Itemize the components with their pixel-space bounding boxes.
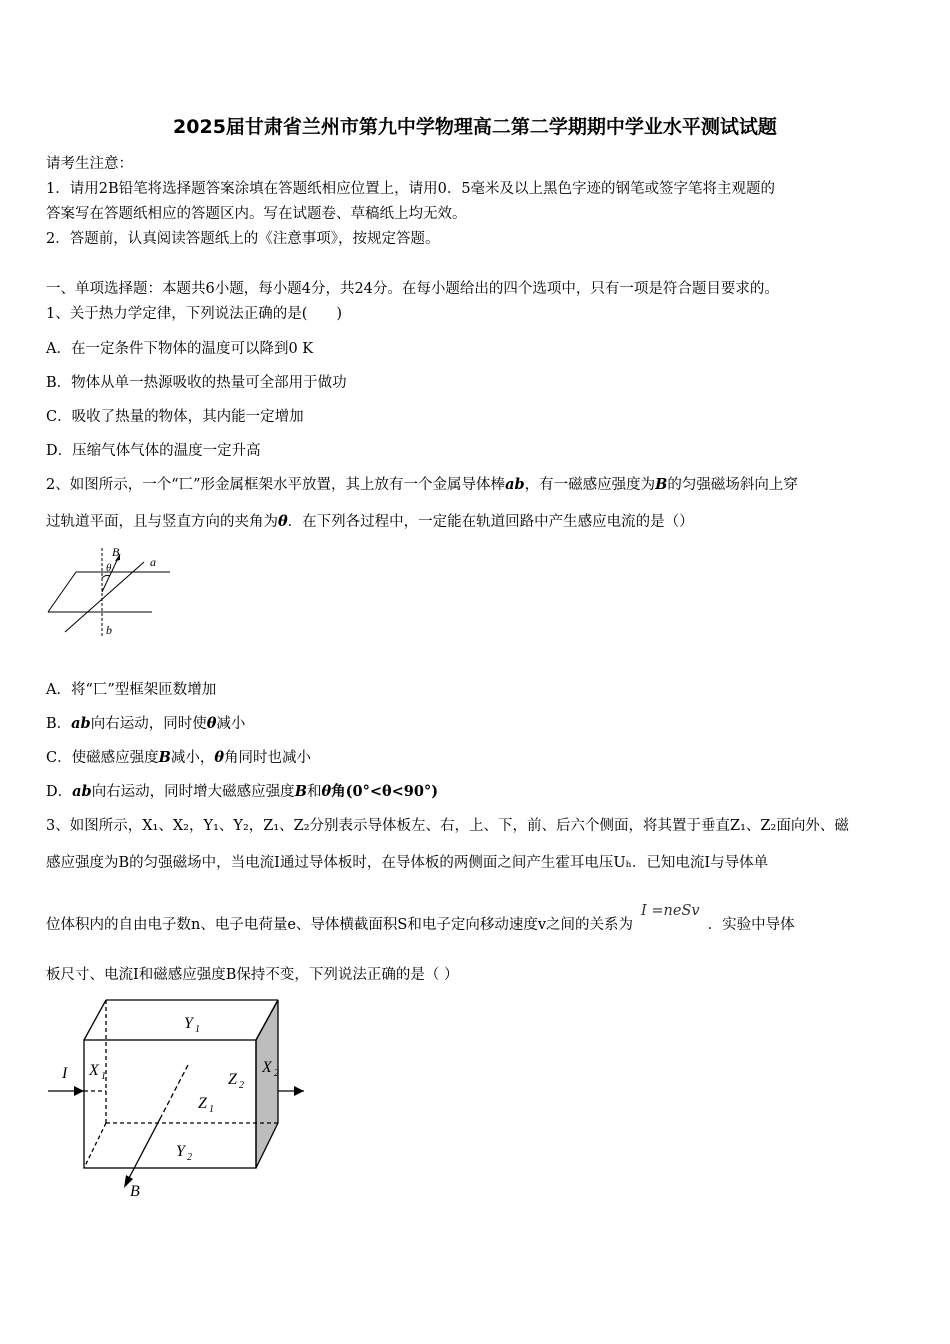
page-title: 2025届甘肃省兰州市第九中学物理高二第二学期期中学业水平测试试题 — [173, 116, 777, 138]
text: C．使磁感应强度 — [46, 750, 159, 766]
text: ．在下列各过程中，一定能在轨道回路中产生感应电流的是（） — [287, 514, 694, 530]
var-theta: θ — [278, 513, 288, 530]
frame-end — [48, 572, 76, 612]
label-b: B — [112, 545, 120, 559]
notice-heading: 请考生注意： — [46, 156, 133, 172]
q1-stem: 1、关于热力学定律，下列说法正确的是( ) — [46, 306, 343, 322]
notice-item-2: 2．答题前，认真阅读答题纸上的《注意事项》，按规定答题。 — [46, 231, 440, 247]
text: 减小， — [170, 750, 215, 766]
var-ab: ab — [72, 783, 92, 800]
q2-option-c — [46, 746, 311, 767]
sub-1: 1 — [209, 1104, 214, 1115]
var-ab: ab — [71, 715, 91, 732]
text: 过轨道平面，且与竖直方向的夹角为 — [46, 514, 278, 530]
q1-option-b: B．物体从单一热源吸收的热量可全部用于做功 — [46, 375, 347, 391]
q1-option-c: C．吸收了热量的物体，其内能一定增加 — [46, 409, 304, 425]
edge-top-left — [84, 1000, 106, 1040]
text: 角同时也减小 — [224, 750, 312, 766]
label-z1: Z — [198, 1095, 207, 1112]
q2-option-d — [46, 780, 438, 801]
side-face-x2 — [256, 1000, 278, 1168]
label-x2: X — [262, 1059, 272, 1076]
sub-2: 2 — [239, 1080, 244, 1091]
label-y2: Y — [176, 1143, 185, 1160]
front-face — [84, 1040, 256, 1168]
label-y1: Y — [184, 1015, 193, 1032]
text: 角(0°<θ<90°) — [331, 783, 439, 800]
var-theta: θ — [321, 783, 332, 800]
sub-1: 1 — [101, 1071, 106, 1082]
b-field-hidden — [162, 1065, 188, 1115]
q2-figure — [40, 540, 180, 645]
hidden-edge-diagonal — [84, 1123, 106, 1168]
text: 和 — [306, 784, 322, 800]
text: 向右运动，同时使 — [90, 716, 207, 732]
q3-stem-line4: 板尺寸、电流I和磁感应强度B保持不变，下列说法正确的是（ ） — [46, 967, 459, 983]
q1-option-a: A．在一定条件下物体的温度可以降到0 K — [46, 341, 314, 357]
label-i: I — [62, 1065, 68, 1082]
q3-figure — [40, 990, 320, 1210]
q3-stem-line1: 3、如图所示，X₁、X₂，Y₁、Y₂，Z₁、Z₂分别表示导体板左、右，上、下，前、后六个侧面，将其置于垂直Z₁、Z₂面向外、磁 — [46, 818, 849, 834]
q2-stem-line1 — [46, 473, 798, 494]
sub-2: 2 — [274, 1068, 279, 1079]
text: 2、如图所示，一个“匸”形金属框架水平放置，其上放有一个金属导体棒 — [46, 477, 506, 493]
q2-option-b — [46, 712, 245, 733]
formula-i-nesv: I =neSv — [641, 903, 700, 919]
var-b: B — [655, 476, 668, 493]
sub-2: 2 — [187, 1152, 192, 1163]
q1-option-d: D．压缩气体气体的温度一定升高 — [46, 443, 261, 459]
q3-stem-line3 — [46, 903, 795, 934]
q2-stem-line2 — [46, 510, 694, 531]
q3-stem-line2: 感应强度为B的匀强磁场中，当电流I通过导体板时，在导体板的两侧面之间产生霍耳电压Uₕ．已知电流I与导体单 — [46, 855, 769, 871]
text: D． — [46, 784, 73, 800]
var-b: B — [158, 749, 171, 766]
var-ab: ab — [505, 476, 525, 493]
text: 减小 — [216, 716, 246, 732]
var-theta: θ — [206, 715, 217, 732]
notice-item-1b: 答案写在答题纸相应的答题区内。写在试题卷、草稿纸上均无效。 — [46, 206, 467, 222]
text: ，有一磁感应强度为 — [524, 477, 656, 493]
text: 位体积内的自由电子数n、电子电荷量e、导体横截面积S和电子定向移动速度v之间的关系为 — [46, 917, 634, 933]
q2-option-a: A．将“匸”型框架匝数增加 — [46, 682, 217, 698]
label-x1: X — [89, 1062, 99, 1079]
label-z2: Z — [228, 1071, 237, 1088]
label-a: a — [150, 555, 156, 569]
sub-1: 1 — [195, 1024, 200, 1035]
label-b: B — [130, 1183, 140, 1200]
var-b: B — [294, 783, 307, 800]
current-in-arrowhead — [74, 1086, 84, 1096]
current-out-arrowhead — [294, 1086, 304, 1096]
text: 向右运动，同时增大磁感应强度 — [91, 784, 295, 800]
b-field-line — [128, 1115, 162, 1180]
var-theta: θ — [214, 749, 225, 766]
label-b-end: b — [106, 623, 112, 637]
section-heading: 一、单项选择题：本题共6小题，每小题4分，共24分。在每小题给出的四个选项中，只有一项是符合题目要求的。 — [46, 281, 779, 297]
label-theta: θ — [106, 562, 112, 574]
text: ．实验中导体 — [707, 917, 795, 933]
text: 的匀强磁场斜向上穿 — [667, 477, 798, 493]
text: B． — [46, 716, 72, 732]
notice-item-1a: 1．请用2B铅笔将选择题答案涂填在答题纸相应位置上，请用0．5毫米及以上黑色字迹的钢笔或签字笔将主观题的 — [46, 181, 776, 197]
